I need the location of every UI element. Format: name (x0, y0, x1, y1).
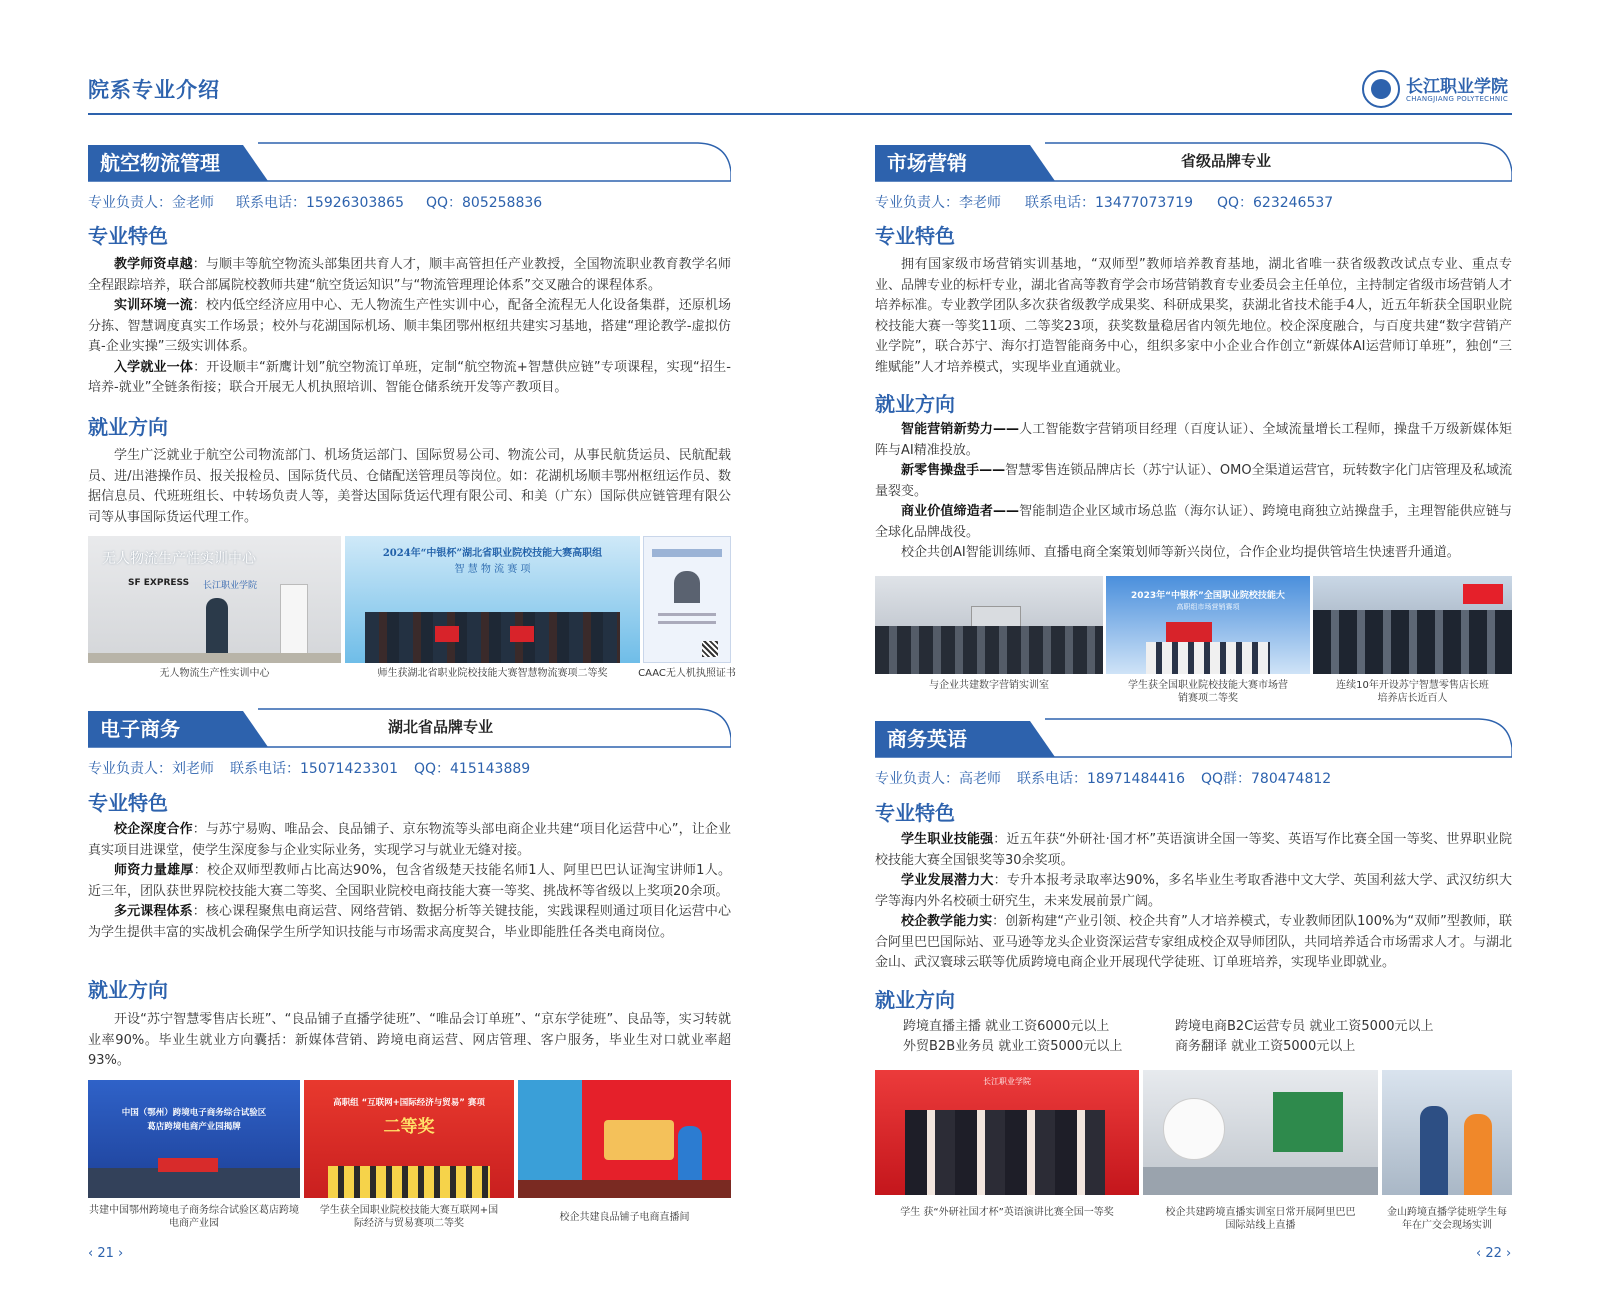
contact-line-english (875, 768, 1353, 788)
feature-item: 多元课程体系：核心课程聚焦电商运营、网络营销、数据分析等关键技能，实践课程则通过项目化运营中心为学生提供丰富的实战机会确保学生所学知识技能与市场需求高度契合，毕业即能胜任各类电商岗位。 (88, 904, 731, 940)
feature-text-ecommerce (88, 820, 731, 943)
section-header-aviation (88, 142, 731, 182)
photo-crossborder-park: 中国（鄂州）跨境电子商务综合试验区 葛店跨境电商产业园揭牌 (88, 1080, 300, 1198)
contact-qq: QQ：623246537 (1216, 195, 1334, 211)
school-seal-icon (1362, 70, 1400, 108)
caption: 金山跨境直播学徒班学生每年在广交会现场实训 (1387, 1207, 1507, 1231)
section-title-english: 商务英语 (887, 727, 967, 751)
contact-phone: 联系电话：15926303865 (236, 195, 404, 211)
career-heading-ecommerce: 就业方向 (88, 978, 168, 1002)
caption: 校企共建跨境直播实训室日常开展阿里巴巴国际站线上直播 (1165, 1207, 1356, 1231)
caption: 共建中国鄂州跨境电子商务综合试验区葛店跨境电商产业园 (89, 1205, 299, 1229)
feature-heading-aviation: 专业特色 (88, 224, 168, 248)
contact-phone: 联系电话：18971484416 (1017, 771, 1185, 787)
career-heading-marketing: 就业方向 (875, 392, 955, 416)
brand-badge: 省级品牌专业 (1181, 152, 1272, 170)
photo-logistics-award: 2024年“中银杯”湖北省职业院校技能大赛高职组 智 慧 物 流 赛 项 (345, 536, 640, 663)
caption: 与企业共建数字营销实训室 (929, 680, 1049, 691)
job-list-english (903, 1017, 1433, 1057)
photo-marketing-award: 2023年“中银杯”全国职业院校技能大 高职组市场营销赛项 (1106, 576, 1310, 674)
section-title-ecommerce: 电子商务 (100, 717, 180, 741)
feature-text-marketing: 拥有国家级市场营销实训基地，“双师型”教师培养教育基地，湖北省唯一获省级教改试点专业、重点专业、品牌专业的标杆专业，湖北省高等教育学会市场营销教育专业委员会主任单位，主持制定省级市场营销人才培养标准。专业教学团队多次获省级教学成果奖、科研成果奖，获湖北省技术能手4人，近五年斩获全国职业院校技能大赛一等奖11项、二等奖23项，获奖数量稳居省内领先地位。校企深度融合，与百度共建“数字营销产业学院”，联合苏宁、海尔打造智能商务中心，组织多家中小企业合作创立“新媒体AI运营师订单班”，独创“三维赋能”人才培养模式，实现毕业直通就业。 (875, 257, 1513, 375)
caption: CAAC无人机执照证书 (638, 668, 736, 679)
logo-english-name: CHANGJIANG POLYTECHNIC (1406, 95, 1509, 103)
feature-heading-english: 专业特色 (875, 801, 955, 825)
photo-live-studio (518, 1080, 731, 1198)
caption: 学生获全国职业院校技能大赛互联网+国际经济与贸易赛项二等奖 (319, 1205, 499, 1229)
career-text-aviation: 学生广泛就业于航空公司物流部门、机场货运部门、国际贸易公司、物流公司，从事民航货运员、民航配载员、进/出港操作员、报关报检员、国际货代员、仓储配送管理员等岗位。如：花湖机场顺丰鄂州枢纽运作员、数据信息员、代班班组长、中转场负责人等，美誉达国际货运代理有限公司、和美（广东）国际供应链管理有限公司等从事国际货运代理工作。 (88, 448, 731, 525)
feature-item: 师资力量雄厚：校企双师型教师占比高达90%，包含省级楚天技能名师1人、阿里巴巴认证淘宝讲师1人。近三年，团队获世界院校技能大赛二等奖、全国职业院校电商技能大赛一等奖、挑战杯等省级以上奖项20余项。 (88, 863, 731, 899)
career-text-marketing (875, 420, 1512, 564)
job-row: 外贸B2B业务员 就业工资5000元以上 商务翻译 就业工资5000元以上 (903, 1039, 1356, 1054)
photo-drone-certificate (643, 536, 731, 663)
section-header-ecommerce (88, 708, 731, 748)
caption: 师生获湖北省职业院校技能大赛智慧物流赛项二等奖 (377, 668, 608, 679)
contact-phone: 联系电话：13477073719 (1025, 195, 1193, 211)
brand-badge: 湖北省品牌专业 (388, 718, 494, 736)
section-header-marketing (875, 142, 1512, 182)
contact-person: 专业负责人：刘老师 (88, 761, 214, 777)
feature-item: 校企深度合作：与苏宁易购、唯品会、良品铺子、京东物流等头部电商企业共建“项目化运营中心”，让企业真实项目进课堂，使学生深度参与企业实际业务，实现学习与就业无缝对接。 (88, 822, 731, 858)
school-logo (1362, 70, 1514, 110)
career-item: 商业价值缔造者——智能制造企业区域市场总监（海尔认证）、跨境电商独立站操盘手，主理智能供应链与全球化品牌战役。 (875, 504, 1512, 540)
job-row: 跨境直播主播 就业工资6000元以上 跨境电商B2C运营专员 就业工资5000元以上 (903, 1019, 1434, 1034)
feature-item: 校企教学能力实：创新构建“产业引领、校企共育”人才培养模式，专业教师团队100%为“双师”型教师，联合阿里巴巴国际站、亚马逊等龙头企业资深运营专家组成校企双导师团队，共同培养适合市场需求人才。与湖北金山、武汉寰球云联等优质跨境电商企业开展现代学徒班、订单班培养，实现毕业即就业。 (875, 914, 1513, 970)
contact-line-ecommerce (88, 758, 552, 778)
photo-logistics-center: 无人物流生产性实训中心 SF EXPRESS 长江职业学院 (88, 536, 341, 663)
contact-person: 专业负责人：高老师 (875, 771, 1001, 787)
logo-chinese-name: 长江职业学院 (1406, 77, 1508, 97)
feature-item: 实训环境一流：校内低空经济应用中心、无人物流生产性实训中心，配备全流程无人化设备集群，还原机场分拣、智慧调度真实工作场景；校外与花湖国际机场、顺丰集团鄂州枢纽共建实习基地，搭建“理论教学-虚拟仿真-企业实操”三级实训体系。 (88, 298, 731, 354)
feature-item: 学生职业技能强：近五年获“外研社·国才杯”英语演讲全国一等奖、英语写作比赛全国一等奖、世界职业院校技能大赛全国银奖等30余奖项。 (875, 832, 1512, 868)
contact-person: 专业负责人：金老师 (88, 195, 214, 211)
photo-trade-award: 高职组 “互联网+国际经济与贸易” 赛项 二等奖 (304, 1080, 514, 1198)
feature-text-english (875, 830, 1512, 974)
photo-suning-class (1313, 576, 1512, 674)
feature-heading-ecommerce: 专业特色 (88, 791, 168, 815)
career-note: 校企共创AI智能训练师、直播电商全案策划师等新兴岗位，合作企业均提供管培生快速晋升通道。 (901, 545, 1460, 560)
career-item: 智能营销新势力——人工智能数字营销项目经理（百度认证）、全域流量增长工程师，操盘千万级新媒体矩阵与AI精准投放。 (875, 422, 1512, 458)
contact-qq: QQ：805258836 (425, 195, 543, 211)
page-number-left: ‹ 21 › (88, 1246, 124, 1261)
page-header-title: 院系专业介绍 (88, 78, 220, 102)
photo-marketing-lab (875, 576, 1103, 674)
caption: 学生获全国职业院校技能大赛市场营销赛项二等奖 (1128, 680, 1288, 704)
section-header-frame (875, 718, 1512, 758)
photo-live-training-room (1143, 1070, 1378, 1195)
feature-item: 教学师资卓越：与顺丰等航空物流头部集团共育人才，顺丰高管担任产业教授，全国物流职业教育教学名师全程跟踪培养，联合部属院校教师共建“航空货运知识”与“物流管理理论体系”交叉融合的课程体系。 (88, 257, 731, 293)
header-divider (88, 113, 1512, 115)
feature-text-aviation (88, 255, 731, 399)
caption: 校企共建良品铺子电商直播间 (559, 1212, 690, 1223)
caption: 连续10年开设苏宁智慧零售店长班培养店长近百人 (1336, 680, 1489, 704)
career-heading-aviation: 就业方向 (88, 415, 168, 439)
page-number-right: ‹ 22 › (1476, 1246, 1512, 1261)
photo-speech-award: 长江职业学院 (875, 1070, 1139, 1195)
section-title-marketing: 市场营销 (887, 151, 967, 175)
contact-qq: QQ群：780474812 (1200, 771, 1332, 787)
section-title-aviation: 航空物流管理 (100, 151, 220, 175)
photo-canton-fair (1382, 1070, 1512, 1195)
contact-line-aviation (88, 192, 564, 212)
contact-line-marketing (875, 192, 1355, 212)
contact-phone: 联系电话：15071423301 (230, 761, 398, 777)
feature-heading-marketing: 专业特色 (875, 224, 955, 248)
section-header-english (875, 718, 1512, 758)
career-item: 新零售操盘手——智慧零售连锁品牌店长（苏宁认证）、OMO全渠道运营官，玩转数字化门店管理及私域流量裂变。 (875, 463, 1512, 499)
feature-item: 学业发展潜力大：专升本报考录取率达90%，多名毕业生考取香港中文大学、英国利兹大学、武汉纺织大学等海内外名校硕士研究生，未来发展前景广阔。 (875, 873, 1512, 909)
career-heading-english: 就业方向 (875, 988, 955, 1012)
feature-item: 入学就业一体：开设顺丰“新鹰计划”航空物流订单班，定制“航空物流+智慧供应链”专项课程，实现“招生-培养-就业”全链条衔接；联合开展无人机执照培训、智能仓储系统开发等产教项目。 (88, 359, 731, 395)
caption: 无人物流生产性实训中心 (159, 668, 270, 679)
contact-qq: QQ：415143889 (413, 761, 531, 777)
contact-person: 专业负责人：李老师 (875, 195, 1001, 211)
caption: 学生 获“外研社国才杯”英语演讲比赛全国一等奖 (900, 1207, 1114, 1218)
career-text-ecommerce: 开设“苏宁智慧零售店长班”、“良品铺子直播学徒班”、“唯品会订单班”、“京东学徒班”、良品等，实习转就业率90%。毕业生就业方向囊括：新媒体营销、跨境电商运营、网店管理、客户服务，毕业生对口就业率超93%。 (88, 1012, 731, 1068)
